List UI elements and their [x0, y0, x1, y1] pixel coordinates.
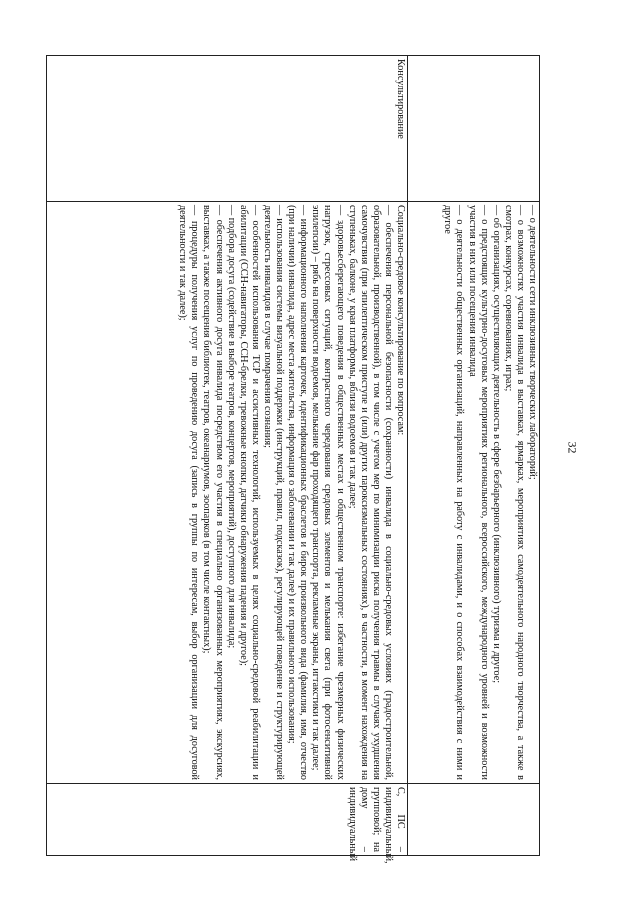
- section-cell: Консультирование: [47, 56, 408, 202]
- content-cell: [47, 202, 408, 784]
- list-item: — о деятельности сети инклюзивных творческих лабораторий;: [527, 205, 538, 480]
- form-cell: [408, 784, 540, 856]
- list-item: — процедуры получения услуг по проведению досуга (запись в группы по интересам, выбор организации для досуговой деятельности и так далее);: [177, 205, 201, 780]
- list-item: — информационного наполнения карточек, идентификационных браслетов и бирок произвольного вида (фамилия, имя, отчество (при наличии) инвалида, адрес места жительства, информация о заболевании и так далее) и их правильного использования;: [286, 205, 310, 780]
- section-cell: [408, 56, 540, 202]
- list-item: — об организациях, осуществляющих деятельность в сфере безбарьерного (инклюзивного) туризма и другое;: [490, 205, 502, 684]
- rotated-table-wrapper: [47, 55, 540, 864]
- list-item: Социально-средовое консультирование по вопросам:: [395, 205, 406, 436]
- list-item: — здоровьесберегающего поведения в общественных местах и общественном транспорте: избегание чрезмерных физических нагрузок, стрессовых ситуаций, контрастного чередования средовых элементов и мелькания света (при фотосенситивной эпилепсии) – рябь на поверхности водоемов, мелькание фар проходящего транспорта, рекламные экраны, игтакстики и так далее;: [310, 205, 346, 780]
- list-item: — использования системы визуальной поддержки (инструкций, правил, подсказок), регулирующей поведение и структурирующей деятельность инвалидов в случае помрачения сознания;: [261, 205, 286, 780]
- services-table: [46, 55, 540, 864]
- content-cell: [408, 202, 540, 784]
- list-item: — подбора досуга (содействие в выборе театров, концертов, мероприятий), доступного для инвалида;: [225, 205, 237, 649]
- list-item: — о предстоящих культурно-досуговых мероприятиях регионального, всероссийского, международного уровней и возможности участия в них или посещения инвалида: [466, 205, 490, 780]
- list-item: — о возможностях участия инвалида в выставках, ярмарках, мероприятиях самодеятельного народного творчества, а также в смотрах, конкурсах, соревнованиях, играх;: [502, 205, 526, 780]
- page-number: 32: [565, 441, 580, 454]
- list-item: — обеспечения персональной безопасности (сохранности) инвалида в социально-средовых условиях (градостроительной, образовательной, производственной), в том числе с учетом мер по минимизации риска получения травмы в случаях ухудшения самочувствия (при эпилептическом приступе и (или) других пароксизмальных состояниях), в частности, в момент нахождения на ступеньках, балконе, у края платформы, вблизи водоемов и так далее;: [346, 205, 394, 780]
- table-row: [47, 56, 408, 856]
- table-row: [408, 56, 540, 856]
- form-cell: С, ПС – индивидуальный, групповой; на дому – индивидуальный: [47, 784, 408, 856]
- list-item: — обеспечения активного досуга инвалида посредством его участия в специально организованных мероприятиях, экскурсиях, выставках, а также посещения библиотек, театров, океанариумов, зоопарков (в том числе контактных);: [201, 205, 225, 780]
- list-item: — особенностей использования ТСР и ассистивных технологий, используемых в целях социально-средовой реабилитации и абилитации (ССН-навигаторы, ССН-брелки, тревожные кнопки, датчики обнаружения падения и другое);: [237, 205, 261, 780]
- list-item: — о деятельности общественных организаций, направленных на работу с инвалидами, и о способах взаимодействия с ними и другое: [442, 205, 466, 780]
